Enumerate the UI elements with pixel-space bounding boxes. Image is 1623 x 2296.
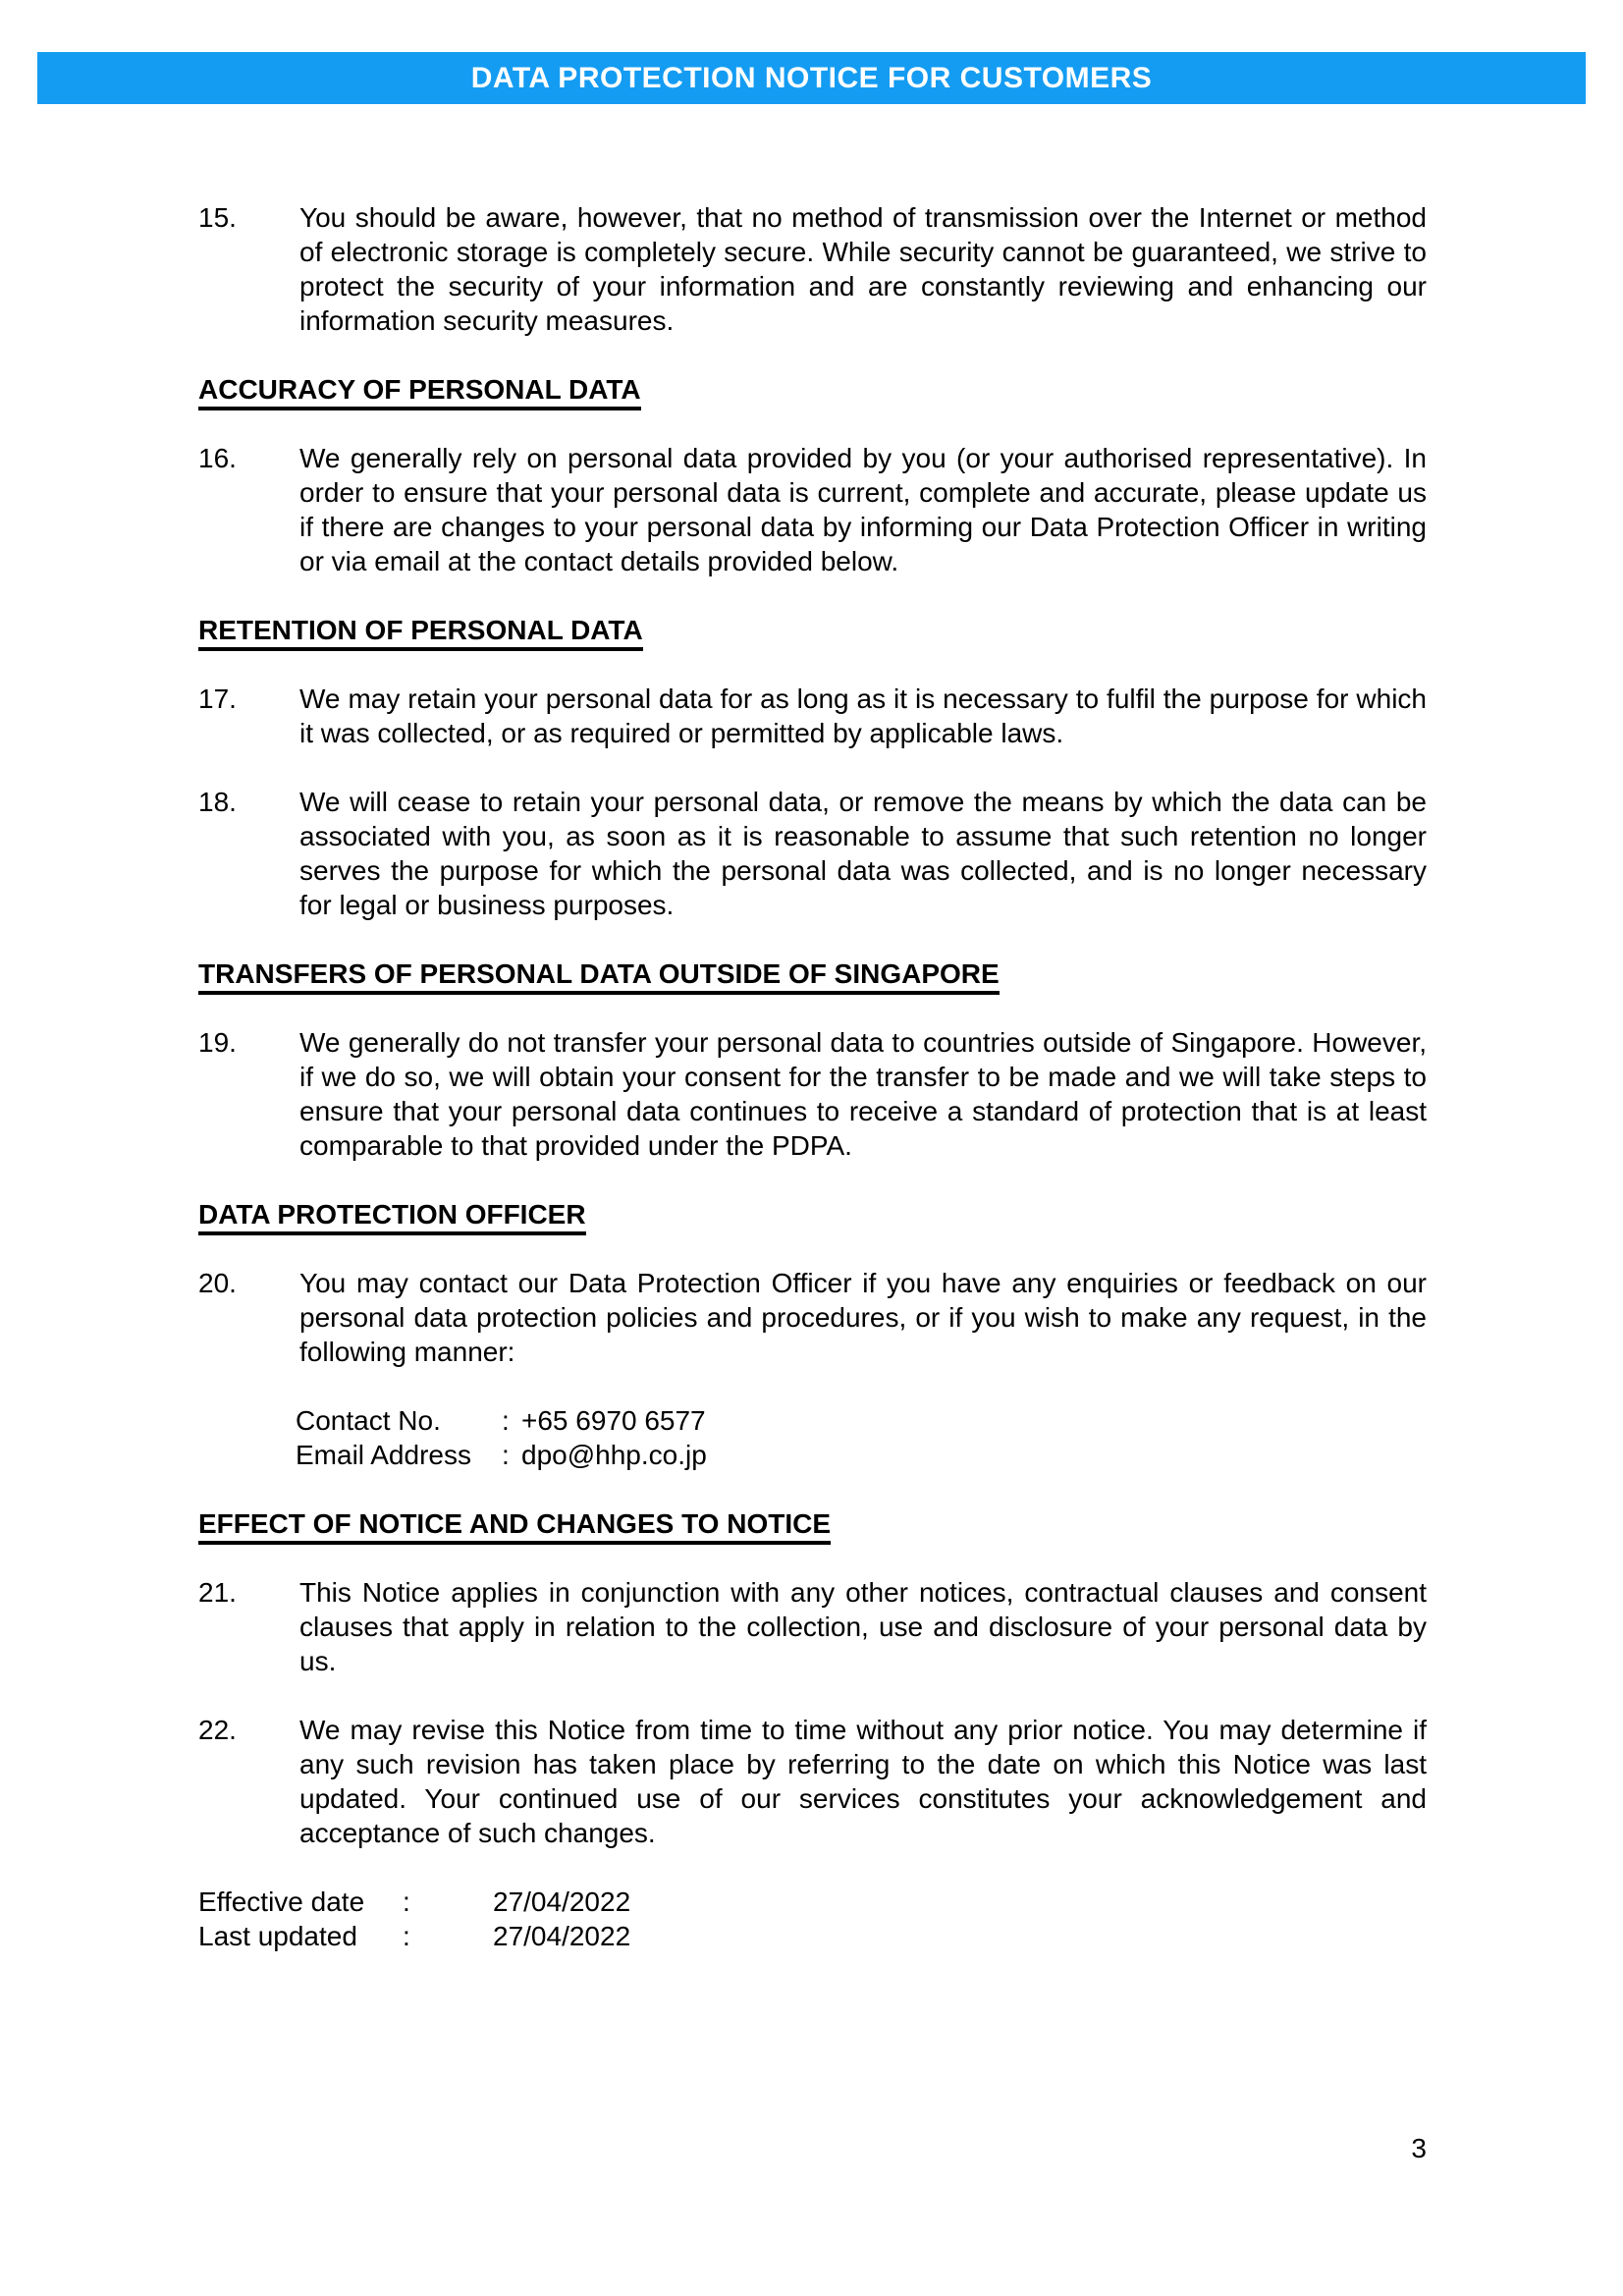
section-heading-transfers: [198, 957, 1427, 991]
item-text: We may retain your personal data for as long as it is necessary to fulfil the purpose for which it was collected, or as required or permitted by applicable laws.: [299, 683, 1427, 748]
item-number: 22.: [198, 1715, 237, 1745]
effective-date-value: 27/04/2022: [493, 1886, 631, 1917]
item-number: 15.: [198, 202, 237, 233]
document-body: [198, 103, 1427, 1953]
last-updated-row: [198, 1919, 1427, 1953]
item-21: [198, 1575, 1427, 1678]
item-number: 19.: [198, 1027, 237, 1058]
section-heading-text: TRANSFERS OF PERSONAL DATA OUTSIDE OF SINGAPORE: [198, 958, 1000, 995]
item-number: 20.: [198, 1268, 237, 1298]
section-heading-dpo: [198, 1197, 1427, 1231]
section-heading-effect: [198, 1506, 1427, 1541]
section-heading-accuracy: [198, 372, 1427, 407]
item-text: We may revise this Notice from time to time without any prior notice. You may determine if any such revision has taken place by referring to the date on which this Notice was last updated. Your continued use of our services constitutes your acknowledgement and acceptance of such changes.: [299, 1715, 1427, 1848]
item-19: [198, 1025, 1427, 1163]
last-updated-value: 27/04/2022: [493, 1921, 631, 1951]
contact-number-label: Contact No.: [296, 1405, 441, 1436]
item-text: We generally do not transfer your personal data to countries outside of Singapore. However, if we do so, we will obtain your consent for the transfer to be made and we will take steps to ensure that your personal data continues to receive a standard of protection that is at least comparable to that provided under the PDPA.: [299, 1027, 1427, 1161]
contact-details: [296, 1403, 1427, 1472]
item-15: [198, 200, 1427, 338]
item-17: [198, 682, 1427, 750]
colon: :: [403, 1886, 410, 1917]
item-text: This Notice applies in conjunction with any other notices, contractual clauses and consent clauses that apply in relation to the collection, use and disclosure of your personal data by us.: [299, 1577, 1427, 1676]
contact-email-label: Email Address: [296, 1440, 471, 1470]
section-heading-retention: [198, 613, 1427, 647]
contact-number-value: +65 6970 6577: [521, 1405, 706, 1436]
item-text: We will cease to retain your personal data, or remove the means by which the data can be associated with you, as soon as it is reasonable to assume that such retention no longer serves the purpose for which the personal data was collected, and is no longer necessary for legal or business purposes.: [299, 787, 1427, 920]
last-updated-label: Last updated: [198, 1921, 357, 1951]
section-heading-text: RETENTION OF PERSONAL DATA: [198, 615, 643, 651]
effective-date-row: [198, 1885, 1427, 1919]
colon: :: [403, 1921, 410, 1951]
item-text: You may contact our Data Protection Officer if you have any enquiries or feedback on our personal data protection policies and procedures, or if you wish to make any request, in the following manner:: [299, 1268, 1427, 1367]
item-22: [198, 1713, 1427, 1850]
item-number: 16.: [198, 443, 237, 473]
section-heading-text: DATA PROTECTION OFFICER: [198, 1199, 586, 1235]
item-number: 18.: [198, 787, 237, 817]
contact-email-value: dpo@hhp.co.jp: [521, 1440, 707, 1470]
item-text: You should be aware, however, that no method of transmission over the Internet or method of electronic storage is completely secure. While security cannot be guaranteed, we strive to protect the security of your information and are constantly reviewing and enhancing our information security measures.: [299, 202, 1427, 336]
document-title-bar: [37, 52, 1586, 104]
section-heading-text: ACCURACY OF PERSONAL DATA: [198, 374, 641, 410]
contact-email-row: [296, 1438, 1427, 1472]
colon: :: [502, 1405, 510, 1436]
item-16: [198, 441, 1427, 578]
item-number: 17.: [198, 683, 237, 714]
page-title: DATA PROTECTION NOTICE FOR CUSTOMERS: [470, 61, 1153, 94]
item-20: [198, 1266, 1427, 1369]
item-18: [198, 785, 1427, 922]
effective-date-label: Effective date: [198, 1886, 365, 1917]
colon: :: [502, 1440, 510, 1470]
section-heading-text: EFFECT OF NOTICE AND CHANGES TO NOTICE: [198, 1508, 831, 1545]
page-number: 3: [1411, 2133, 1427, 2163]
contact-number-row: [296, 1403, 1427, 1438]
item-number: 21.: [198, 1577, 237, 1608]
item-text: We generally rely on personal data provided by you (or your authorised representative). In order to ensure that your personal data is current, complete and accurate, please update us if there are changes to your personal data by informing our Data Protection Officer in writing or via email at the contact details provided below.: [299, 443, 1427, 576]
dates-block: [198, 1885, 1427, 1953]
